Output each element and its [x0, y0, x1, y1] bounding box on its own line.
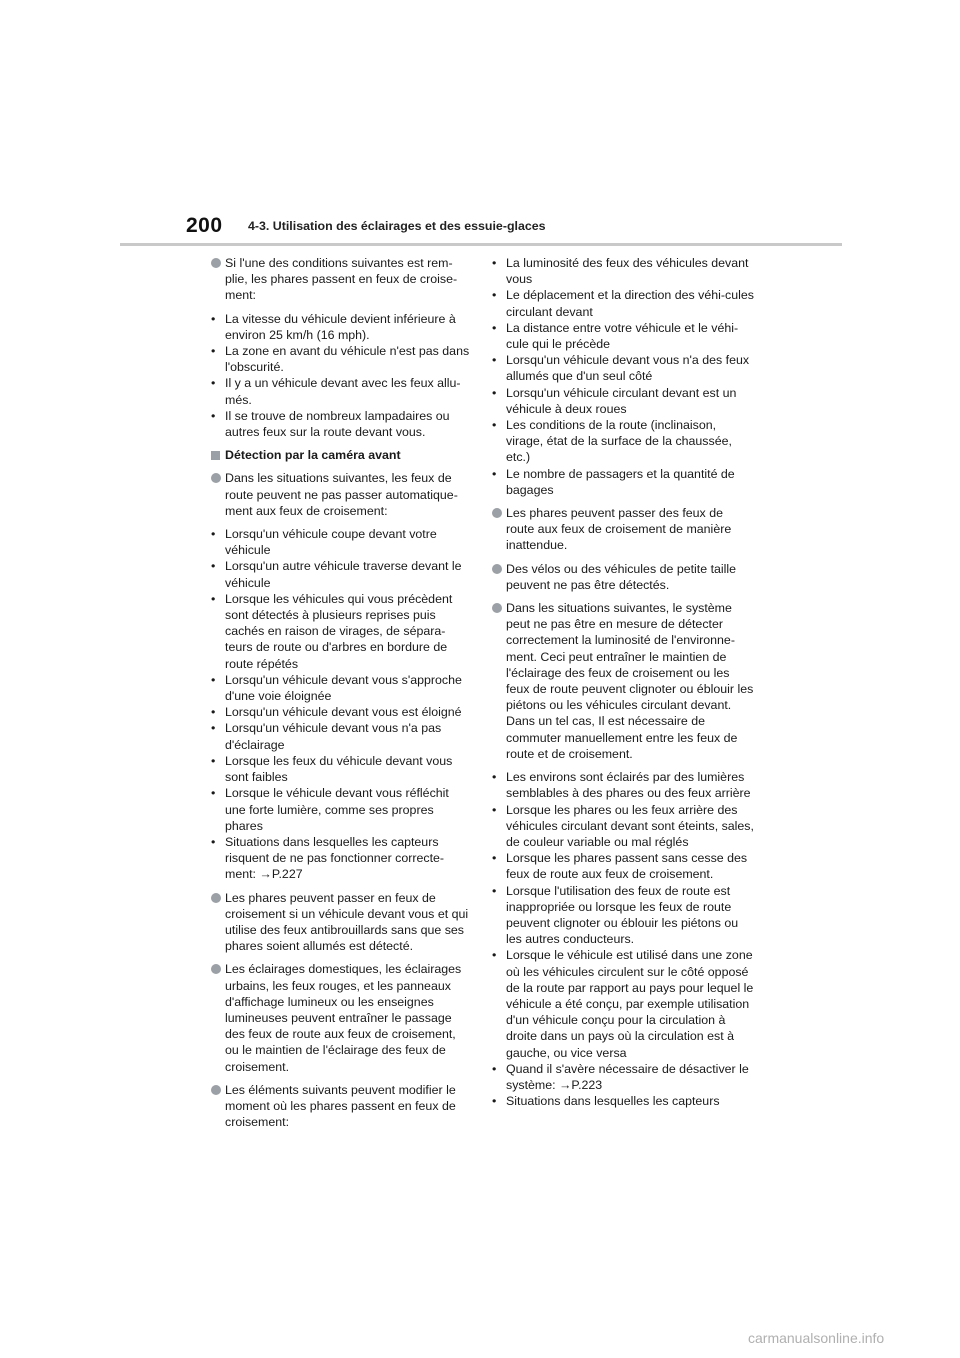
circle-marker-icon — [492, 564, 502, 574]
bullet-dot-icon: • — [492, 353, 497, 368]
item-text: Il se trouve de nombreux lampadaires ou autres feux sur la route devant vous. — [225, 408, 450, 440]
bullet-item — [211, 558, 471, 590]
item-text: Les environs sont éclairés par des lumières semblables à des phares ou des feux arrière — [506, 770, 751, 801]
bullet-dot-icon: • — [211, 376, 216, 391]
bullet-item — [492, 385, 754, 417]
item-text: Des vélos ou des véhicules de petite taille peuvent ne pas être détectés. — [506, 561, 737, 592]
bullet-item — [492, 320, 754, 352]
page-number: 200 — [186, 214, 223, 237]
item-text: Dans les situations suivantes, les feux de route peuvent ne pas passer automatique-ment aux feux de croisement: — [225, 471, 458, 518]
note-paragraph — [211, 255, 471, 304]
header-rule — [120, 243, 842, 246]
bullet-item — [211, 591, 471, 672]
item-text: Lorsqu'un autre véhicule traverse devant le véhicule — [225, 559, 462, 590]
item-text: Lorsque les véhicules qui vous précèdent sont détectés à plusieurs reprises puis cachés en raison de virages, de sépara-teurs de route ou d'arbres en bordure de route répétés — [225, 591, 453, 671]
bullet-item — [492, 255, 754, 287]
bullet-item — [492, 1061, 754, 1093]
bullet-item — [211, 834, 471, 883]
item-text: Les phares peuvent passer des feux de route aux feux de croisement de manière inattendue. — [506, 506, 732, 553]
item-text: Situations dans lesquelles les capteurs — [506, 1094, 720, 1109]
item-text: Lorsque le véhicule devant vous réfléchit une forte lumière, comme ses propres phares — [225, 786, 449, 833]
circle-marker-icon — [211, 258, 221, 268]
item-text: Le déplacement et la direction des véhi-cules circulant devant — [506, 288, 754, 319]
bullet-item — [211, 720, 471, 752]
bullet-item — [211, 343, 471, 375]
item-text: Lorsqu'un véhicule circulant devant est un véhicule à deux roues — [506, 385, 737, 416]
bullet-dot-icon: • — [211, 408, 216, 423]
bullet-dot-icon: • — [211, 311, 216, 326]
bullet-item — [211, 785, 471, 834]
subsection-heading — [211, 447, 471, 463]
item-text: Lorsqu'un véhicule devant vous s'approche d'une voie éloignée — [225, 672, 462, 704]
bullet-dot-icon: • — [492, 770, 497, 785]
item-text: Lorsqu'un véhicule devant vous est éloigné — [225, 705, 462, 720]
item-text: Situations dans lesquelles les capteurs risquent de ne pas fonctionner correcte-ment: →P.227 — [225, 834, 445, 882]
bullet-dot-icon: • — [492, 802, 497, 817]
item-text: La zone en avant du véhicule n'est pas dans l'obscurité. — [225, 344, 470, 375]
bullet-item — [492, 802, 754, 851]
item-text: La vitesse du véhicule devient inférieure à environ 25 km/h (16 mph). — [225, 311, 456, 342]
bullet-item — [211, 672, 471, 704]
note-paragraph — [492, 561, 754, 593]
item-text: Les phares peuvent passer en feux de croisement si un véhicule devant vous et qui utilise des feux antibrouillards sans que ses phares soient allumés est détecté. — [225, 890, 469, 954]
item-text: Lorsque le véhicule est utilisé dans une zone où les véhicules circulent sur le côté opposé de la route par rapport au pays pour lequel le véhicule a été conçu, par exemple utilisation d'un véhicule conçu pour la circulation à droite dans un pays où la circulation est à gauche, ou vice versa — [506, 948, 754, 1060]
section-title: 4-3. Utilisation des éclairages et des essuie-glaces — [248, 219, 546, 233]
item-text: Le nombre de passagers et la quantité de bagages — [506, 466, 735, 497]
bullet-item — [211, 375, 471, 407]
bullet-dot-icon: • — [492, 1061, 497, 1076]
bullet-item — [211, 408, 471, 440]
bullet-dot-icon: • — [492, 288, 497, 303]
item-text: Lorsque les phares passent sans cesse des feux de route aux feux de croisement. — [506, 851, 748, 882]
bullet-dot-icon: • — [492, 466, 497, 481]
circle-marker-icon — [211, 473, 221, 483]
bullet-dot-icon: • — [492, 948, 497, 963]
bullet-dot-icon: • — [211, 753, 216, 768]
bullet-dot-icon: • — [492, 256, 497, 270]
note-paragraph — [211, 1082, 471, 1131]
note-paragraph — [211, 961, 471, 1074]
left-column — [211, 255, 471, 1137]
circle-marker-icon — [492, 508, 502, 518]
item-text: Les éclairages domestiques, les éclairages urbains, les feux rouges, et les panneaux d'affichage lumineux ou les enseignes lumineuses peuvent entraîner le passage des feux de route aux feux de croisement, ou le maintien de l'éclairage des feux de croisement. — [225, 962, 462, 1074]
item-text: Lorsque les phares ou les feux arrière des véhicules circulant devant sont éteints, sales, de couleur variable ou mal réglés — [506, 802, 754, 849]
bullet-item — [492, 1093, 754, 1109]
circle-marker-icon — [211, 893, 221, 903]
square-marker-icon — [211, 451, 220, 460]
bullet-item — [492, 417, 754, 466]
bullet-dot-icon: • — [211, 721, 216, 736]
bullet-dot-icon: • — [492, 385, 497, 400]
bullet-item — [211, 704, 471, 720]
item-text: Les conditions de la route (inclinaison, virage, état de la surface de la chaussée, etc.) — [506, 418, 732, 465]
bullet-dot-icon: • — [211, 559, 216, 574]
note-paragraph — [492, 600, 754, 762]
item-text: La luminosité des feux des véhicules devant vous — [506, 256, 749, 287]
item-text: Il y a un véhicule devant avec les feux allu-més. — [225, 376, 461, 407]
bullet-item — [492, 947, 754, 1060]
bullet-item — [492, 769, 754, 801]
bullet-dot-icon: • — [211, 786, 216, 801]
note-paragraph — [211, 890, 471, 955]
bullet-item — [492, 883, 754, 948]
bullet-item — [211, 526, 471, 558]
watermark: carmanualsonline.info — [748, 1330, 885, 1346]
bullet-dot-icon: • — [492, 418, 497, 433]
item-text: Si l'une des conditions suivantes est rem-plie, les phares passent en feux de croise-ment: — [225, 256, 458, 303]
item-text: Les éléments suivants peuvent modifier le moment où les phares passent en feux de croisement: — [225, 1082, 456, 1130]
note-paragraph — [492, 505, 754, 554]
bullet-item — [492, 352, 754, 384]
item-text: Dans les situations suivantes, le système peut ne pas être en mesure de détecter correctement la luminosité de l'environne-ment. Ceci peut entraîner le maintien de l'éclairage des feux de croisement ou les feux de route peuvent clignoter ou éblouir les piétons ou les véhicules circulant devant. Dans un tel cas, Il est nécessaire de commuter manuellement entre les feux de route et de croisement. — [506, 601, 754, 761]
bullet-item — [492, 287, 754, 319]
circle-marker-icon — [211, 1085, 221, 1095]
circle-marker-icon — [211, 964, 221, 974]
item-text: Lorsque les feux du véhicule devant vous sont faibles — [225, 753, 453, 785]
item-text: Lorsqu'un véhicule devant vous n'a pas d'éclairage — [225, 721, 442, 752]
item-text: Quand il s'avère nécessaire de désactiver le système: →P.223 — [506, 1061, 749, 1092]
item-text: Lorsqu'un véhicule devant vous n'a des feux allumés que d'un seul côté — [506, 353, 750, 384]
bullet-dot-icon: • — [211, 591, 216, 606]
circle-marker-icon — [492, 603, 502, 613]
bullet-dot-icon: • — [492, 1094, 497, 1109]
bullet-item — [492, 466, 754, 498]
bullet-dot-icon: • — [211, 527, 216, 542]
item-text: Lorsque l'utilisation des feux de route est inappropriée ou lorsque les feux de route peuvent clignoter ou éblouir les piétons ou les autres conducteurs. — [506, 883, 739, 947]
bullet-dot-icon: • — [211, 834, 216, 849]
item-text: Lorsqu'un véhicule coupe devant votre véhicule — [225, 527, 437, 558]
note-paragraph — [211, 470, 471, 519]
bullet-dot-icon: • — [211, 672, 216, 687]
right-column — [492, 255, 754, 1109]
bullet-item — [211, 753, 471, 785]
bullet-dot-icon: • — [211, 344, 216, 359]
item-text: La distance entre votre véhicule et le véhi-cule qui le précède — [506, 320, 739, 352]
bullet-dot-icon: • — [211, 705, 216, 720]
bullet-dot-icon: • — [492, 883, 497, 898]
item-text: Détection par la caméra avant — [225, 448, 401, 463]
bullet-dot-icon: • — [492, 851, 497, 866]
bullet-dot-icon: • — [492, 320, 497, 335]
bullet-item — [211, 311, 471, 343]
bullet-item — [492, 850, 754, 882]
